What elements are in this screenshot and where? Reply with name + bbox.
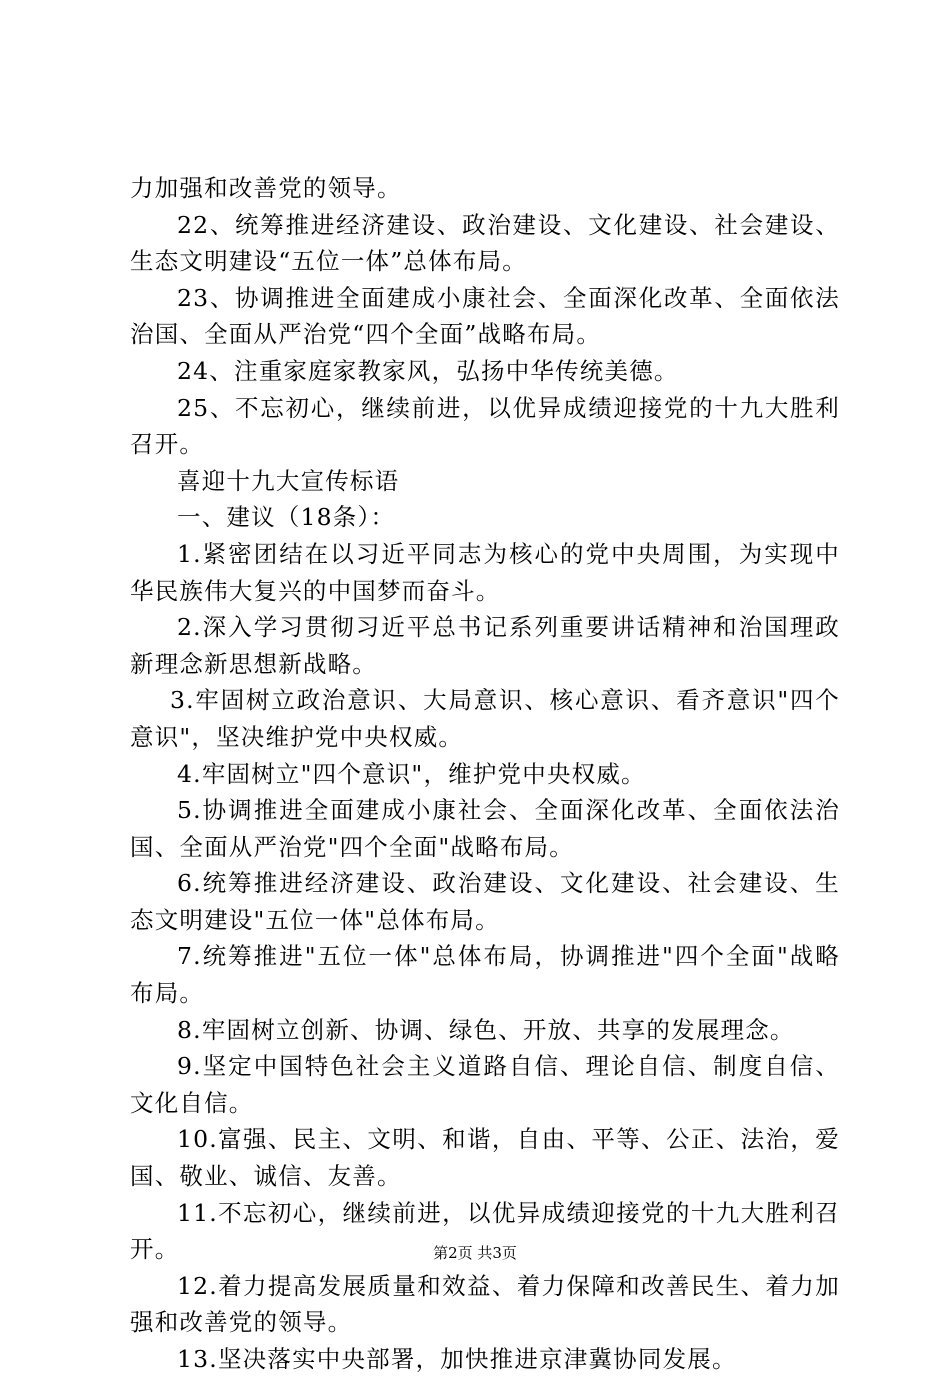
subsection-heading: 一、建议（18条）： — [177, 503, 396, 532]
paragraph-item-23: 23、协调推进全面建成小康社会、全面深化改革、全面依法治国、全面从严治党“四个全面”战略布局。 — [130, 283, 840, 349]
slogan-item-6: 6.统筹推进经济建设、政治建设、文化建设、社会建设、生态文明建设"五位一体"总体布局。 — [130, 869, 840, 934]
page-footer — [0, 1243, 950, 1263]
slogan-item-2: 2.深入学习贯彻习近平总书记系列重要讲话精神和治国理政新理念新思想新战略。 — [130, 613, 840, 678]
slogan-item-4: 4.牢固树立"四个意识"，维护党中央权威。 — [177, 759, 646, 788]
paragraph-item-22: 22、统筹推进经济建设、政治建设、文化建设、社会建设、生态文明建设“五位一体”总体布局。 — [130, 210, 840, 276]
slogan-item-11: 11.不忘初心，继续前进，以优异成绩迎接党的十九大胜利召开。 — [130, 1198, 840, 1264]
slogan-item-5: 5.协调推进全面建成小康社会、全面深化改革、全面依法治国、全面从严治党"四个全面"战略布局。 — [130, 796, 840, 861]
slogan-item-8: 8.牢固树立创新、协调、绿色、开放、共享的发展理念。 — [177, 1015, 795, 1044]
page-number-label: 第2页 共3页 — [433, 1244, 517, 1262]
slogan-item-12: 12.着力提高发展质量和效益、着力保障和改善民生、着力加强和改善党的领导。 — [130, 1271, 840, 1337]
slogan-item-10: 10.富强、民主、文明、和谐，自由、平等、公正、法治，爱国、敬业、诚信、友善。 — [130, 1125, 840, 1191]
slogan-item-3: 3.牢固树立政治意识、大局意识、核心意识、看齐意识"四个意识"，坚决维护党中央权威。 — [130, 686, 840, 751]
slogan-item-9: 9.坚定中国特色社会主义道路自信、理论自信、制度自信、文化自信。 — [130, 1052, 840, 1117]
slogan-item-1: 1.紧密团结在以习近平同志为核心的党中央周围，为实现中华民族伟大复兴的中国梦而奋斗。 — [130, 539, 840, 605]
slogan-item-7: 7.统筹推进"五位一体"总体布局，协调推进"四个全面"战略布局。 — [130, 942, 840, 1008]
paragraph-item-25: 25、不忘初心，继续前进，以优异成绩迎接党的十九大胜利召开。 — [130, 393, 840, 459]
slogan-item-13: 13.坚决落实中央部署，加快推进京津冀协同发展。 — [177, 1345, 737, 1373]
paragraph-continuation: 力加强和改善党的领导。 — [130, 174, 402, 202]
document-body — [130, 170, 840, 1378]
paragraph-item-24: 24、注重家庭家教家风，弘扬中华传统美德。 — [177, 356, 679, 385]
section-heading: 喜迎十九大宣传标语 — [177, 466, 400, 495]
